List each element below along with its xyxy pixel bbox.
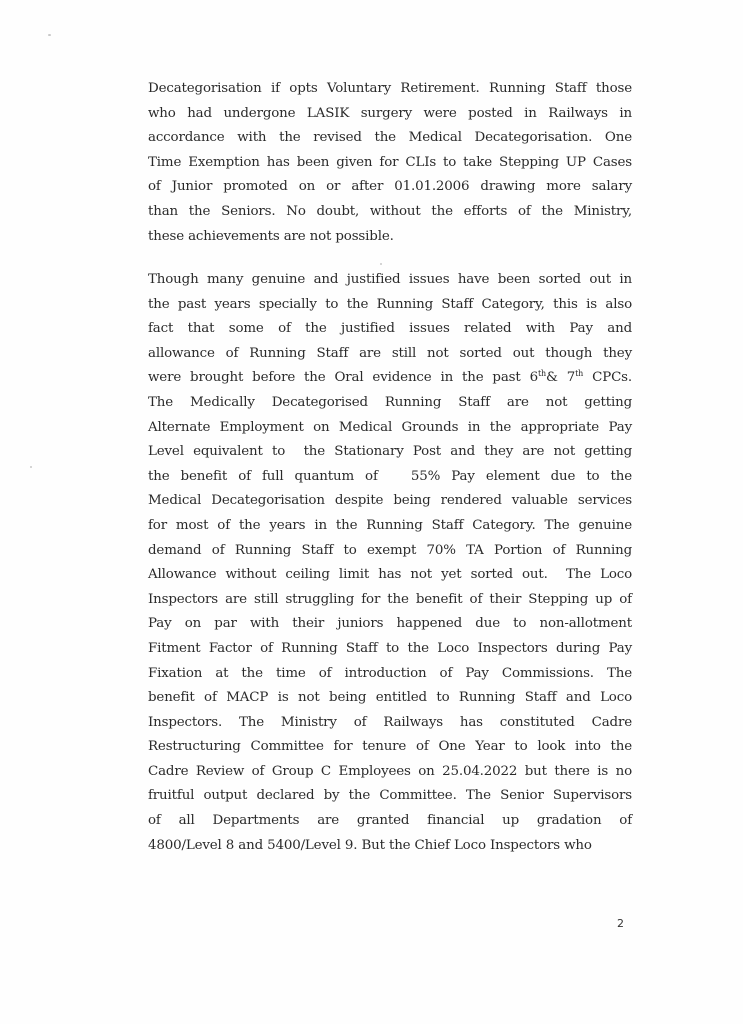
scan-speck [30, 466, 32, 468]
page-number: 2 [617, 917, 624, 930]
text-line: the benefit of full quantum of 55% Pay element due to the [148, 468, 632, 484]
text-line: the past years specially to the Running Staff Category, this is also [148, 296, 632, 312]
text-line: Level equivalent to the Stationary Post and they are not getting [148, 444, 632, 460]
text-line: Allowance without ceiling limit has not yet sorted out. The Loco [148, 567, 632, 583]
text-segment: & 7 [546, 370, 576, 386]
text-line: Inspectors. The Ministry of Railways has constituted Cadre [148, 714, 632, 730]
text-line: of all Departments are granted financial up gradation of [148, 813, 632, 829]
text-line: Restructuring Committee for tenure of One Year to look into the [148, 739, 632, 755]
text-line-with-superscripts [148, 366, 632, 391]
text-line: these achievements are not possible. [148, 228, 394, 244]
text-line: Medical Decategorisation despite being rendered valuable services [148, 493, 632, 509]
text-line: Cadre Review of Group C Employees on 25.04.2022 but there is no [148, 763, 632, 779]
text-line: Fitment Factor of Running Staff to the Loco Inspectors during Pay [148, 640, 632, 656]
text-line: fact that some of the justified issues related with Pay and [148, 321, 632, 337]
text-line: fruitful output declared by the Committee. The Senior Supervisors [148, 788, 632, 804]
text-line: allowance of Running Staff are still not sorted out though they [148, 345, 632, 361]
superscript: th [575, 369, 584, 379]
text-line: for most of the years in the Running Staff Category. The genuine [148, 517, 632, 533]
text-line: of Junior promoted on or after 01.01.2006 drawing more salary [148, 179, 632, 195]
text-line: Fixation at the time of introduction of Pay Commissions. The [148, 665, 632, 681]
text-line: Alternate Employment on Medical Grounds in the appropriate Pay [148, 419, 632, 435]
paragraph-2 [148, 268, 632, 858]
text-line: demand of Running Staff to exempt 70% TA Portion of Running [148, 542, 632, 558]
superscript: th [537, 369, 547, 379]
paragraph-1 [148, 77, 632, 249]
text-segment: were brought before the Oral evidence in the past 6 [148, 370, 538, 386]
scan-speck [380, 263, 382, 265]
text-line: benefit of MACP is not being entitled to Running Staff and Loco [148, 690, 632, 706]
text-line: Pay on par with their juniors happened due to non-allotment [148, 616, 632, 632]
text-line: who had undergone LASIK surgery were posted in Railways in [148, 105, 632, 121]
text-line: than the Seniors. No doubt, without the efforts of the Ministry, [148, 203, 632, 219]
text-segment: CPCs. [583, 370, 633, 386]
scan-speck [48, 34, 51, 36]
text-line: accordance with the revised the Medical Decategorisation. One [148, 130, 632, 146]
text-line: Though many genuine and justified issues have been sorted out in [148, 272, 632, 287]
text-line: 4800/Level 8 and 5400/Level 9. But the Chief Loco Inspectors who [148, 837, 592, 853]
text-line: Time Exemption has been given for CLIs to take Stepping UP Cases [148, 154, 632, 170]
text-line: The Medically Decategorised Running Staff are not getting [148, 394, 632, 410]
text-line: Decategorisation if opts Voluntary Retirement. Running Staff those [148, 81, 632, 96]
text-line: Inspectors are still struggling for the benefit of their Stepping up of [148, 591, 632, 607]
